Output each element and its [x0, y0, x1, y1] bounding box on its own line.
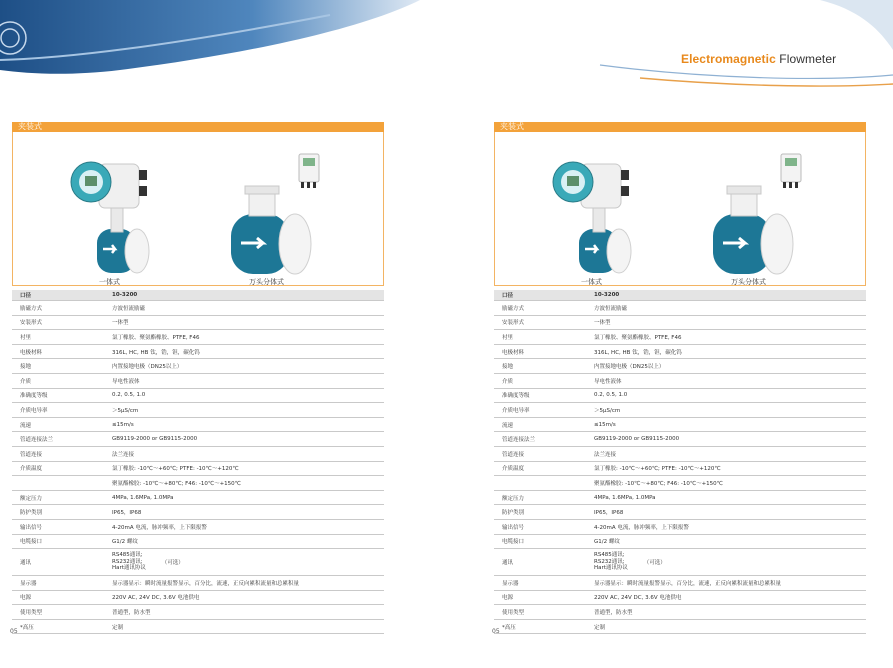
- spec-row: [12, 315, 384, 330]
- brand-rest: Flowmeter: [775, 52, 837, 66]
- spec-key: *高压: [12, 619, 104, 634]
- spec-row: [12, 505, 384, 520]
- spec-key: 电极材料: [494, 344, 586, 359]
- spec-value: 导电性液体: [104, 373, 384, 388]
- spec-row: [494, 330, 866, 345]
- spec-key: 准确度等级: [12, 388, 104, 403]
- spec-row: [494, 519, 866, 534]
- spec-key: [12, 476, 104, 491]
- spec-key: 介质: [12, 373, 104, 388]
- spec-value: 方波恒流励磁: [586, 301, 866, 316]
- spec-value: 方波恒流励磁: [104, 301, 384, 316]
- spec-value: 一体型: [104, 315, 384, 330]
- spec-value: IP65，IP68: [104, 505, 384, 520]
- spec-row: [12, 330, 384, 345]
- spec-value: 0.2, 0.5, 1.0: [586, 388, 866, 403]
- spec-panel-right: [494, 122, 866, 634]
- spec-row: [494, 590, 866, 605]
- spec-row-communication: [494, 549, 866, 576]
- spec-value: 一体型: [586, 315, 866, 330]
- spec-value: 法兰连接: [104, 446, 384, 461]
- spec-value: 普通型，防水型: [586, 605, 866, 620]
- comm-optional-note: （可选）: [643, 560, 666, 567]
- spec-key: 接地: [494, 359, 586, 374]
- product-image-box: [494, 132, 866, 286]
- remote-flowmeter-image: [713, 154, 801, 274]
- comm-line: RS232通讯;: [594, 558, 625, 565]
- caption-integrated: 一体式: [99, 278, 120, 286]
- spec-value: 普通型，防水型: [104, 605, 384, 620]
- spec-row: [494, 344, 866, 359]
- spec-row: [494, 432, 866, 447]
- spec-value: 氯丁橡胶、聚氨酯橡胶、PTFE, F46: [104, 330, 384, 345]
- spec-row: [494, 388, 866, 403]
- spec-value: 0.2, 0.5, 1.0: [104, 388, 384, 403]
- brand-bold: Electromagnetic: [681, 52, 776, 66]
- spec-value: 内置接地电极（DN25以上）: [104, 359, 384, 374]
- spec-key: 衬里: [494, 330, 586, 345]
- spec-value: G1/2 螺纹: [586, 534, 866, 549]
- comm-protocols: [112, 552, 146, 572]
- spec-key: 衬里: [12, 330, 104, 345]
- spec-value: ＞5μS/cm: [104, 403, 384, 418]
- spec-key: 口径: [494, 290, 586, 301]
- spec-key: 励磁方式: [494, 301, 586, 316]
- comm-line: RS485通讯;: [594, 552, 625, 559]
- spec-row: [12, 359, 384, 374]
- product-image-box: [12, 132, 384, 286]
- spec-key: 电极材料: [12, 344, 104, 359]
- spec-key: 使用类型: [12, 605, 104, 620]
- flowmeter-illustration: [495, 132, 867, 285]
- spec-key: 防护类别: [12, 505, 104, 520]
- spec-key: 额定压力: [12, 490, 104, 505]
- spec-row: [494, 461, 866, 476]
- spec-value: 4MPa, 1.6MPa, 1.0MPa: [104, 490, 384, 505]
- spec-row: [12, 490, 384, 505]
- spec-table: [494, 290, 866, 634]
- spec-value: 316L, HC, HB 钛，锆，钽，碳化钨: [586, 344, 866, 359]
- spec-key: 流速: [494, 417, 586, 432]
- spec-key: 介质温度: [12, 461, 104, 476]
- spec-row: [494, 373, 866, 388]
- spec-value: 4MPa, 1.6MPa, 1.0MPa: [586, 490, 866, 505]
- comm-line: RS485通讯;: [112, 552, 143, 559]
- remote-flowmeter-image: [231, 154, 319, 274]
- spec-value: ＞5μS/cm: [586, 403, 866, 418]
- spec-value: 220V AC, 24V DC, 3.6V 电池供电: [104, 590, 384, 605]
- section-title: 夹装式: [494, 122, 866, 132]
- spec-key: 管道连接法兰: [12, 432, 104, 447]
- spec-key: 口径: [12, 290, 104, 301]
- spec-row: [494, 576, 866, 591]
- spec-key: 安装形式: [12, 315, 104, 330]
- spec-key: 额定压力: [494, 490, 586, 505]
- spec-row: [12, 605, 384, 620]
- spec-value: GB9119-2000 or GB9115-2000: [104, 432, 384, 447]
- spec-key: 励磁方式: [12, 301, 104, 316]
- spec-value: [104, 549, 384, 576]
- spec-value: GB9119-2000 or GB9115-2000: [586, 432, 866, 447]
- spec-row: [12, 403, 384, 418]
- spec-row: [12, 301, 384, 316]
- spec-key: 管道连接法兰: [494, 432, 586, 447]
- spec-value: 氯丁橡胶、聚氨酯橡胶、PTFE, F46: [586, 330, 866, 345]
- spec-key: 介质温度: [494, 461, 586, 476]
- spec-value: ≤15m/s: [586, 417, 866, 432]
- spec-key: 通讯: [12, 549, 104, 576]
- integrated-flowmeter-image: [553, 162, 631, 273]
- spec-row: [494, 301, 866, 316]
- section-title: 夹装式: [12, 122, 384, 132]
- spec-row: [494, 505, 866, 520]
- spec-key: *高压: [494, 619, 586, 634]
- spec-value: 氯丁橡胶: -10℃～+60℃; PTFE: -10℃～+120℃: [104, 461, 384, 476]
- spec-value: 聚氨酯橡胶: -10℃～+80℃; F46: -10℃～+150℃: [104, 476, 384, 491]
- spec-key: 显示器: [494, 576, 586, 591]
- spec-row: [12, 534, 384, 549]
- comm-optional-note: （可选）: [161, 560, 184, 567]
- spec-table-head: [494, 290, 866, 301]
- spec-row: [494, 403, 866, 418]
- spec-key: 使用类型: [494, 605, 586, 620]
- spec-key: 介质: [494, 373, 586, 388]
- spec-value: 316L, HC, HB 钛，锆，钽，碳化钨: [104, 344, 384, 359]
- spec-row: [12, 432, 384, 447]
- spec-key: 接地: [12, 359, 104, 374]
- flowmeter-illustration: [13, 132, 385, 285]
- spec-value: 220V AC, 24V DC, 3.6V 电池供电: [586, 590, 866, 605]
- spec-row: [12, 446, 384, 461]
- spec-key: 管道连接: [494, 446, 586, 461]
- spec-key: 流速: [12, 417, 104, 432]
- spec-row: [12, 590, 384, 605]
- spec-value: 氯丁橡胶: -10℃～+60℃; PTFE: -10℃～+120℃: [586, 461, 866, 476]
- spec-row: [494, 534, 866, 549]
- spec-row: [12, 388, 384, 403]
- spec-key: 通讯: [494, 549, 586, 576]
- spec-row: [494, 315, 866, 330]
- caption-remote: 万头分体式: [249, 278, 284, 286]
- comm-protocols: [594, 552, 628, 572]
- spec-row: [494, 359, 866, 374]
- spec-row: [12, 344, 384, 359]
- spec-key: 防护类别: [494, 505, 586, 520]
- spec-row: [12, 519, 384, 534]
- spec-key: 介质电导率: [12, 403, 104, 418]
- spec-value: 内置接地电极（DN25以上）: [586, 359, 866, 374]
- spec-key: 电缆接口: [494, 534, 586, 549]
- spec-row: [494, 446, 866, 461]
- comm-line: Hart通讯协议: [112, 565, 146, 572]
- spec-value: 显示器显示：瞬时流量报警显示，百分比，流速，正反向累积流量和总累积量: [586, 576, 866, 591]
- spec-value: 定制: [586, 619, 866, 634]
- spec-value: 定制: [104, 619, 384, 634]
- spec-key: 输出信号: [12, 519, 104, 534]
- page-number: 05: [492, 628, 500, 635]
- header-swoosh: [0, 0, 893, 95]
- spec-value: ≤15m/s: [104, 417, 384, 432]
- spec-row-communication: [12, 549, 384, 576]
- spec-panel-left: [12, 122, 384, 634]
- spec-table-head: [12, 290, 384, 301]
- spec-value: 4-20mA 电流，脉冲频率，上下限报警: [586, 519, 866, 534]
- spec-key: 管道连接: [12, 446, 104, 461]
- spec-row: [494, 619, 866, 634]
- spec-row: [12, 373, 384, 388]
- spec-key: 准确度等级: [494, 388, 586, 403]
- caption-remote: 万头分体式: [731, 278, 766, 286]
- spec-key: 电缆接口: [12, 534, 104, 549]
- spec-row: [494, 417, 866, 432]
- spec-row: [12, 619, 384, 634]
- spec-row: [12, 417, 384, 432]
- spec-value: 10-3200: [104, 290, 384, 301]
- spec-key: [494, 476, 586, 491]
- spec-key: 电源: [12, 590, 104, 605]
- spec-row: [12, 461, 384, 476]
- spec-value: IP65，IP68: [586, 505, 866, 520]
- spec-value: 导电性液体: [586, 373, 866, 388]
- spec-value: 10-3200: [586, 290, 866, 301]
- comm-line: RS232通讯;: [112, 558, 143, 565]
- spec-value: 聚氨酯橡胶: -10℃～+80℃; F46: -10℃～+150℃: [586, 476, 866, 491]
- spec-key: 电源: [494, 590, 586, 605]
- spec-row: [494, 476, 866, 491]
- spec-key: 介质电导率: [494, 403, 586, 418]
- integrated-flowmeter-image: [71, 162, 149, 273]
- spec-value: 4-20mA 电流，脉冲频率，上下限报警: [104, 519, 384, 534]
- spec-value: 法兰连接: [586, 446, 866, 461]
- spec-value: G1/2 螺纹: [104, 534, 384, 549]
- spec-value: [586, 549, 866, 576]
- spec-row: [12, 476, 384, 491]
- spec-key: 显示器: [12, 576, 104, 591]
- spec-row: [12, 576, 384, 591]
- spec-table: [12, 290, 384, 634]
- spec-row: [494, 490, 866, 505]
- spec-key: 安装形式: [494, 315, 586, 330]
- caption-integrated: 一体式: [581, 278, 602, 286]
- spec-value: 显示器显示：瞬时流量报警显示，百分比，流速，正反向累积流量和总累积量: [104, 576, 384, 591]
- spec-row: [494, 605, 866, 620]
- page-number: 05: [10, 628, 18, 635]
- comm-line: Hart通讯协议: [594, 565, 628, 572]
- spec-key: 输出信号: [494, 519, 586, 534]
- brand-title: [681, 52, 836, 66]
